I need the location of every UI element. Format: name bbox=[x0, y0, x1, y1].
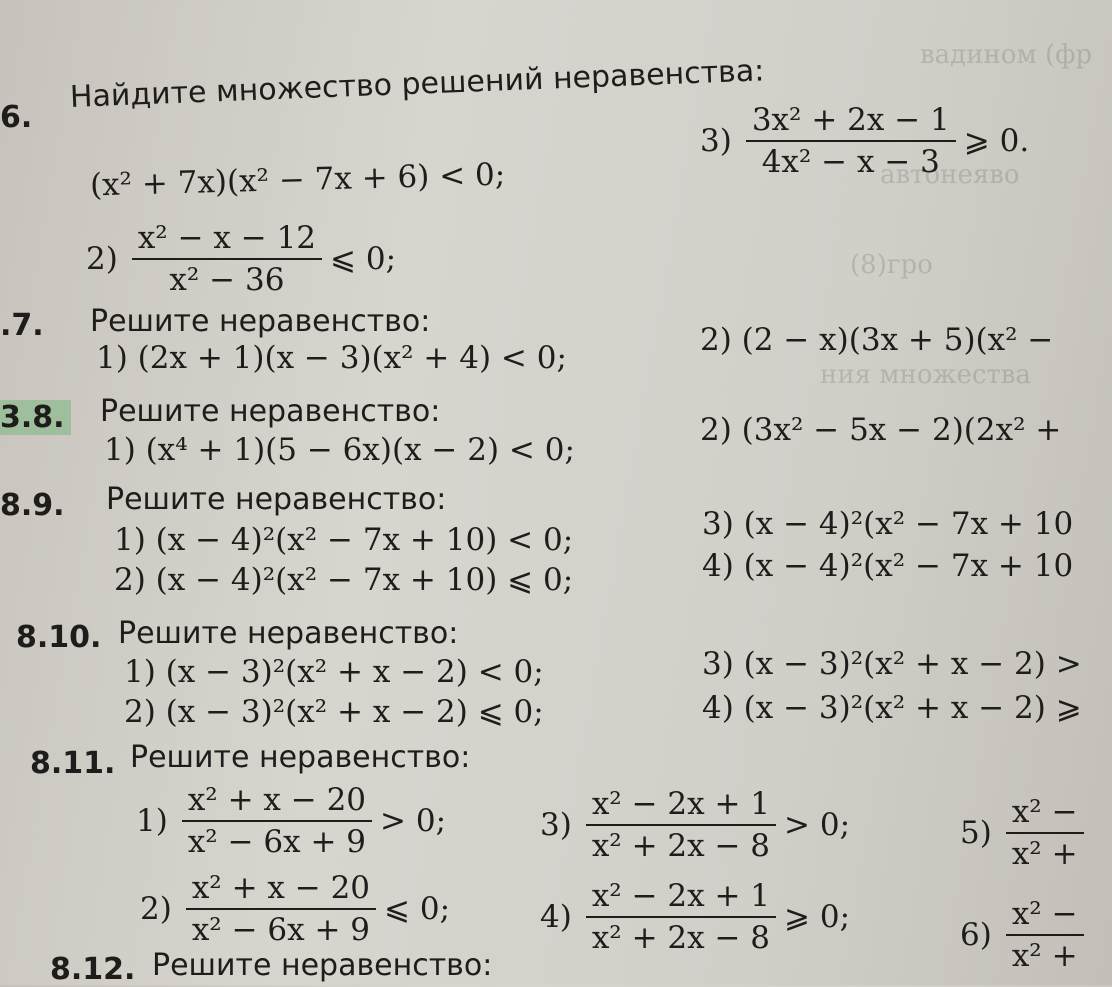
numerator: x² + x − 20 bbox=[186, 868, 376, 910]
task-11-item-3 bbox=[540, 784, 850, 866]
task-10-item-3: 3) (x − 3)²(x² + x − 2) > bbox=[702, 646, 1082, 682]
task-6-item-2 bbox=[86, 218, 396, 300]
task-number: 8.12. bbox=[50, 952, 136, 987]
relation: > 0; bbox=[380, 803, 447, 839]
relation: ⩾ 0. bbox=[963, 123, 1030, 159]
task-number: 8.9. bbox=[0, 488, 65, 523]
relation: ⩾ 0; bbox=[784, 899, 851, 935]
item-label: 4) bbox=[540, 899, 572, 935]
denominator: x² + bbox=[1011, 938, 1078, 974]
numerator: x² + x − 20 bbox=[182, 780, 372, 822]
item-label: 3) bbox=[700, 123, 732, 159]
task-8-item-2: 2) (3x² − 5x − 2)(2x² + bbox=[700, 412, 1062, 448]
numerator: x² − bbox=[1006, 894, 1084, 936]
item-label: 5) bbox=[960, 815, 992, 851]
denominator: x² − 6x + 9 bbox=[191, 912, 371, 948]
item-label: 2) bbox=[140, 891, 172, 927]
task-heading: Решите неравенство: bbox=[130, 740, 471, 775]
relation: > 0; bbox=[784, 807, 851, 843]
denominator: x² − 6x + 9 bbox=[187, 824, 367, 860]
task-6-item-1: (x² + 7x)(x² − 7x + 6) < 0; bbox=[89, 156, 506, 204]
numerator: x² − x − 12 bbox=[132, 218, 322, 260]
task-heading: Решите неравенство: bbox=[118, 616, 459, 651]
task-11-item-1 bbox=[136, 780, 446, 862]
task-heading: Решите неравенство: bbox=[100, 394, 441, 429]
numerator: x² − bbox=[1006, 792, 1084, 834]
denominator: x² + 2x − 8 bbox=[591, 828, 771, 864]
task-number: 3.8. bbox=[0, 400, 71, 435]
denominator: x² − 36 bbox=[169, 262, 285, 298]
denominator: x² + bbox=[1011, 836, 1078, 872]
task-6-item-3 bbox=[700, 100, 1029, 182]
item-label: 3) bbox=[540, 807, 572, 843]
numerator: x² − 2x + 1 bbox=[586, 784, 776, 826]
task-11-item-6 bbox=[960, 894, 1084, 976]
denominator: x² + 2x − 8 bbox=[591, 920, 771, 956]
task-11-item-4 bbox=[540, 876, 850, 958]
task-number: 8.10. bbox=[16, 620, 102, 655]
task-number: .7. bbox=[0, 308, 44, 343]
task-10-item-1: 1) (x − 3)²(x² + x − 2) < 0; bbox=[124, 654, 544, 690]
task-7-item-1: 1) (2x + 1)(x − 3)(x² + 4) < 0; bbox=[96, 340, 567, 376]
task-9-item-4: 4) (x − 4)²(x² − 7x + 10 bbox=[702, 548, 1074, 584]
task-10-item-4: 4) (x − 3)²(x² + x − 2) ⩾ bbox=[702, 690, 1082, 726]
task-heading: Найдите множество решений неравенства: bbox=[69, 53, 765, 115]
task-11-item-5 bbox=[960, 792, 1084, 874]
task-number: 6. bbox=[0, 100, 33, 135]
task-heading: Решите неравенство: bbox=[106, 482, 447, 517]
task-10-item-2: 2) (x − 3)²(x² + x − 2) ⩽ 0; bbox=[124, 694, 544, 730]
relation: ⩽ 0; bbox=[330, 241, 397, 277]
task-9-item-1: 1) (x − 4)²(x² − 7x + 10) < 0; bbox=[114, 522, 574, 558]
task-number: 8.11. bbox=[30, 746, 116, 781]
task-7-item-2: 2) (2 − x)(3x + 5)(x² − bbox=[700, 322, 1054, 358]
item-label: 1) bbox=[136, 803, 168, 839]
task-heading: Решите неравенство: bbox=[152, 948, 493, 983]
numerator: 3x² + 2x − 1 bbox=[746, 100, 956, 142]
denominator: 4x² − x − 3 bbox=[761, 144, 940, 180]
item-label: 2) bbox=[86, 241, 118, 277]
task-9-item-2: 2) (x − 4)²(x² − 7x + 10) ⩽ 0; bbox=[114, 562, 574, 598]
task-11-item-2 bbox=[140, 868, 450, 950]
item-label: 6) bbox=[960, 917, 992, 953]
relation: ⩽ 0; bbox=[384, 891, 451, 927]
task-heading: Решите неравенство: bbox=[90, 304, 431, 339]
task-9-item-3: 3) (x − 4)²(x² − 7x + 10 bbox=[702, 506, 1074, 542]
task-8-item-1: 1) (x⁴ + 1)(5 − 6x)(x − 2) < 0; bbox=[104, 432, 575, 468]
numerator: x² − 2x + 1 bbox=[586, 876, 776, 918]
